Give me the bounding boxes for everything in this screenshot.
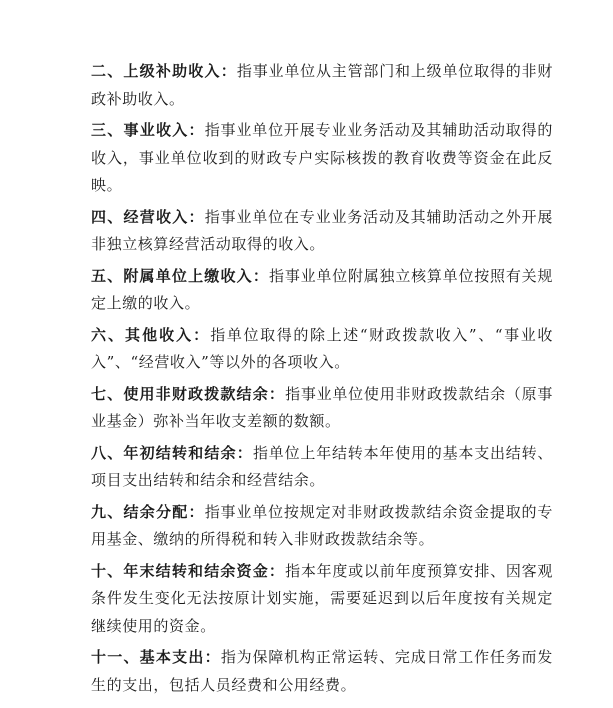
definition-entry-affiliated-income	[91, 263, 553, 318]
entry-term: 六、其他收入：	[91, 325, 211, 344]
definition-entry-upper-subsidy	[91, 58, 553, 113]
definition-entry-closing-balance	[91, 558, 553, 641]
definition-entry-surplus-distribution	[91, 499, 553, 554]
entry-definition: 指为保障机构正常运转、完成日常工作任务而发生的支出，包括人员经费和公用经费。	[91, 648, 553, 694]
entry-term: 三、事业收入：	[91, 121, 205, 139]
definition-entry-operating-income	[91, 204, 553, 259]
entry-definition: 指事业单位在专业业务活动及其辅助活动之外开展非独立核算经营活动取得的收入。	[91, 207, 553, 253]
definition-entry-basic-expenditure	[91, 644, 553, 699]
definition-entry-other-income	[91, 322, 553, 377]
entry-term: 十一、基本支出：	[91, 648, 221, 666]
definition-entry-opening-balance	[91, 440, 553, 495]
definition-entry-non-fiscal-balance	[91, 381, 553, 436]
entry-definition: 指事业单位从主管部门和上级单位取得的非财政补助收入。	[91, 62, 553, 108]
definition-entry-business-income	[91, 117, 553, 200]
entry-term: 九、结余分配：	[91, 502, 205, 521]
entry-definition: 指事业单位附属独立核算单位按照有关规定上缴的收入。	[91, 266, 553, 312]
entry-term: 五、附属单位上缴收入：	[91, 266, 270, 285]
entry-definition: 指单位上年结转本年使用的基本支出结转、项目支出结转和结余和经营结余。	[91, 443, 553, 489]
entry-definition: 指事业单位使用非财政拨款结余（原事业基金）弥补当年收支差额的数额。	[91, 384, 553, 430]
entry-definition: 指事业单位开展专业业务活动及其辅助活动取得的收入，事业单位收到的财政专户实际核拨的教育收费等资金在此反映。	[91, 121, 553, 194]
entry-term: 二、上级补助收入：	[91, 62, 237, 80]
entry-term: 四、经营收入：	[91, 207, 205, 226]
entry-term: 八、年初结转和结余：	[91, 443, 253, 462]
entry-term: 十、年末结转和结余资金：	[91, 561, 286, 580]
entry-term: 七、使用非财政拨款结余：	[91, 384, 286, 403]
entry-definition: 指单位取得的除上述“财政拨款收入”、“事业收入”、“经营收入”等以外的各项收入。	[91, 325, 553, 371]
entry-definition: 指事业单位按规定对非财政拨款结余资金提取的专用基金、缴纳的所得税和转入非财政拨款结余等。	[91, 502, 553, 548]
entry-definition: 指本年度或以前年度预算安排、因客观条件发生变化无法按原计划实施，需要延迟到以后年度按有关规定继续使用的资金。	[91, 561, 553, 635]
